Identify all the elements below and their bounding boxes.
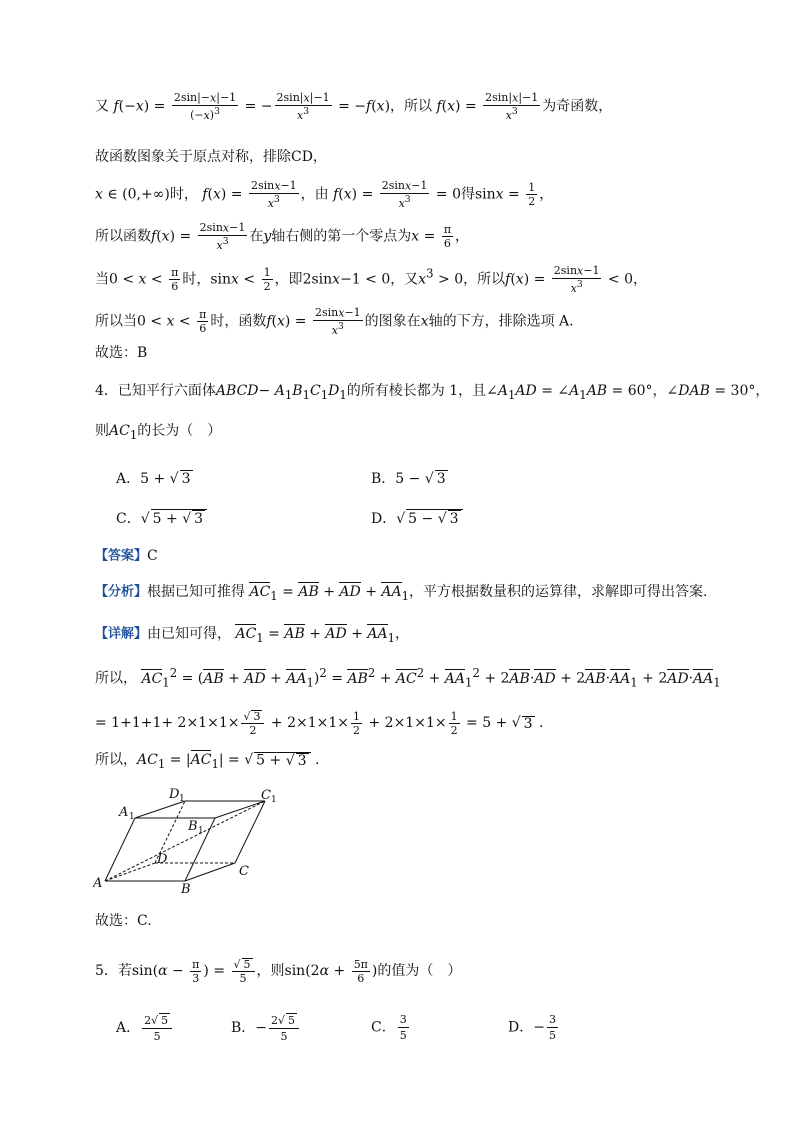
q5-option-a[interactable]: A． $\frac{2√ 5}{5}$ [116, 1013, 174, 1043]
label-C: C [239, 864, 249, 879]
q4-option-d[interactable]: D．√ 5 − √ 3 [371, 508, 463, 528]
label-A1: A [119, 805, 129, 820]
q5-option-b[interactable]: B．− $\frac{2√ 5}{5}$ [231, 1013, 301, 1043]
q4-option-b[interactable]: B．5 − √ 3 [371, 468, 448, 488]
q4-detail-result: 所以，$AC_1 = |AC_1|$ = √ 5 + √ 3 . [95, 752, 319, 770]
q4-stem-2: 则$AC_1$的长为（ ） [95, 423, 222, 442]
label-B1: B [188, 819, 198, 834]
q4-detail: 【详解】由已知可得， $AC_1$ = AB + AD + $AA_1$， [95, 626, 410, 645]
label-D: D [157, 852, 168, 867]
q5-option-d[interactable]: D．− $\frac{3}{5}$ [508, 1013, 556, 1042]
solution-line-odd-function: 又 f(−x) = $\frac{2\sin|-x|-1}{(-x)^3}$ = − $\frac{2\sin|x|-1}{x^3}$ = −f(x)，所以 f(x) = $\frac{2\sin|x|-1}{x^3}$ 为奇函数， [95, 91, 613, 122]
solution-line-first-zero: 所以函数f(x) = $\frac{2\sin x-1}{x^3}$ 在y轴右侧的第一个零点为x = $\frac{\pi}{6}$ ， [95, 221, 470, 252]
q5-stem: 5．若sin(α − $\frac{\pi}{3}$ ) = √ $\frac{5}{5}$ ，则sin(2α + $\frac{5\pi}{6}$ )的值为（ ） [95, 958, 461, 984]
label-B1-sub: 1 [198, 826, 204, 836]
solution-line-symmetry: 故函数图象关于原点对称，排除CD， [95, 149, 327, 165]
q4-option-a[interactable]: A．5 + √ 3 [116, 468, 193, 488]
q4-stem: 4．已知平行六面体ABCD− $A_1B_1C_1D_1$的所有棱长都为 1，且$\angle A_1AD$ = $\angle A_1AB = 60^\circ$，∠DAB = 30°， [95, 383, 770, 402]
q4-analysis: 【分析】根据已知可推得 $AC_1$ = AB + AD + $AA_1$，平方根据数量积的运算律，求解即可得出答案. [95, 584, 708, 603]
label-A: A [93, 876, 103, 891]
solution-line-sign: 当0 < x < $\frac{\pi}{6}$ 时，sinx < $\frac{1}{2}$ ，即2sinx−1 < 0，又$x^3 > 0$，所以f(x) = $\frac{2\sin x-1}{x^3}$ < 0， [95, 264, 648, 295]
q4-choose: 故选：C. [95, 913, 152, 929]
q4-option-c[interactable]: C．√ 5 + √ 3 [116, 508, 207, 528]
solution-line-below-axis: 所以当0 < x < $\frac{\pi}{6}$ 时，函数f(x) = $\frac{2\sin x-1}{x^3}$ 的图象在x轴的下方，排除选项 A. [95, 306, 574, 337]
q4-answer: 【答案】C [95, 548, 158, 564]
label-D1: D [169, 787, 180, 802]
edge-C-C1 [235, 801, 265, 863]
q4-detail-square: 所以， $AC_1^2 = (AB$ + AD + $AA_1)^2 = AB^2 + AC^2 + AA_1^2 + 2AB\cdot AD + 2AB\cdot AA_1 + 2AD\cdot AA_1$ [95, 666, 721, 690]
parallelepiped-figure [93, 783, 293, 893]
q4-detail-compute: = 1+1+1+ 2×1×1× √ $\frac{3}{2}$ + 2×1×1× $\frac{1}{2}$ + 2×1×1× $\frac{1}{2}$ = 5 + √ 3 . [95, 710, 544, 736]
label-C1: C [261, 788, 271, 803]
label-C1-sub: 1 [271, 795, 277, 805]
label-B: B [181, 882, 191, 893]
label-D1-sub: 1 [179, 794, 185, 804]
label-A1-sub: 1 [129, 812, 135, 822]
solution-line-zero: x ∈ (0,+∞)时， f(x) = $\frac{2\sin x-1}{x^3}$ ，由 f(x) = $\frac{2\sin x-1}{x^3}$ = 0得sinx = $\frac{1}{2}$ ， [95, 179, 554, 210]
q5-option-c[interactable]: C． $\frac{3}{5}$ [371, 1013, 407, 1042]
solution-line-answer-b: 故选：B [95, 345, 148, 361]
